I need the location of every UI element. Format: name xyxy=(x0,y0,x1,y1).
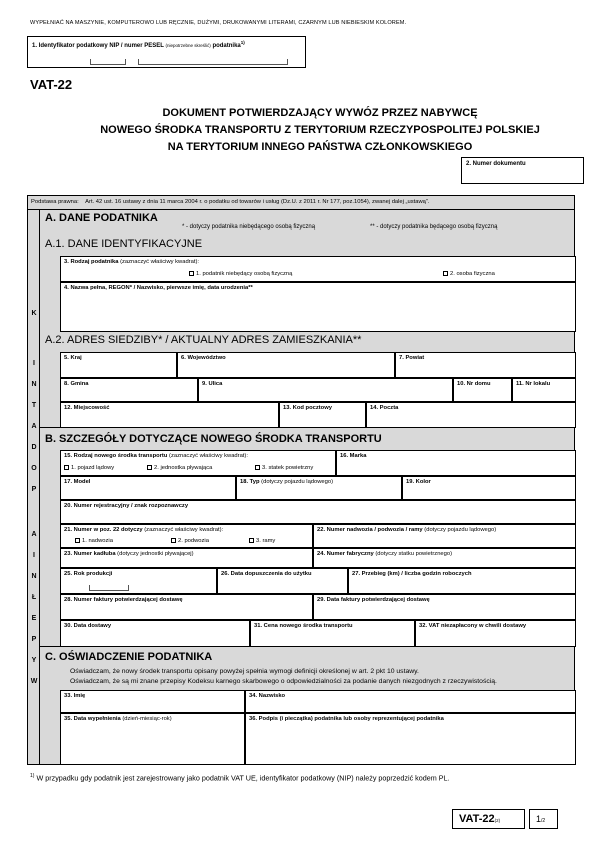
type-field[interactable]: 18. Typ (dotyczy pojazdu lądowego) xyxy=(236,476,402,500)
footnote: $^{1)}$ W przypadku gdy podatnik jest zarejestrowany jako podatnik VAT UE, identyfikator podatkowy (NIP) należy poprzedzić kodem PL. xyxy=(30,773,450,783)
voivodeship-field[interactable]: 6. Województwo xyxy=(177,352,395,378)
nip-label: 1. Identyfikator podatkowy NIP / numer PESEL (niepotrzebne skreślić) podatnika$^{1)}$ xyxy=(32,40,245,49)
section-a-title: A. DANE PODATNIKA xyxy=(45,212,158,224)
form-id: VAT-22 xyxy=(30,77,73,92)
price-field[interactable]: 31. Cena nowego środka transportu xyxy=(250,620,415,647)
year-dash-group xyxy=(89,585,129,591)
taxpayer-type-field[interactable]: 3. Rodzaj podatnika (zaznaczyć właściwy kwadrat): 1. podatnik niebędący osobą fizyczną 2. osoba fizyczna xyxy=(60,256,576,282)
checkbox-icon xyxy=(171,538,176,543)
page-title-line1: DOKUMENT POTWIERDZAJĄCY WYWÓZ PRZEZ NABYWCĘ xyxy=(162,107,478,119)
apartment-number-field[interactable]: 11. Nr lokalu xyxy=(512,378,576,402)
post-office-field[interactable]: 14. Poczta xyxy=(366,402,576,428)
section-a-note-left: * - dotyczy podatnika niebędącego osobą fizyczną xyxy=(182,224,316,230)
last-name-field[interactable]: 34. Nazwisko xyxy=(245,690,576,713)
checkbox-icon xyxy=(75,538,80,543)
production-year-field[interactable]: 25. Rok produkcji xyxy=(60,568,217,594)
vehicle-kind-option-1[interactable]: 1. pojazd lądowy xyxy=(64,465,114,471)
completion-date-field[interactable]: 35. Data wypełnienia (dzień-miesiąc-rok) xyxy=(60,713,245,765)
make-field[interactable]: 16. Marka xyxy=(336,450,576,476)
nip-dash-group xyxy=(138,59,288,65)
fill-instruction: WYPEŁNIAĆ NA MASZYNIE, KOMPUTEROWO LUB RĘCZNIE, DUŻYMI, DRUKOWANYMI LITERAMI, CZARNYM LUB NIEBIESKIM KOLOREM. xyxy=(30,20,407,26)
street-field[interactable]: 9. Ulica xyxy=(198,378,453,402)
taxpayer-type-option-2[interactable]: 2. osoba fizyczna xyxy=(443,271,495,277)
first-name-field[interactable]: 33. Imię xyxy=(60,690,245,713)
number-applies-option-3[interactable]: 3. ramy xyxy=(249,538,275,544)
city-field[interactable]: 12. Miejscowość xyxy=(60,402,279,428)
footer-form-id: VAT-22(2) xyxy=(452,809,525,829)
number-applies-field[interactable]: 21. Numer w poz. 22 dotyczy (zaznaczyć właściwy kwadrat): 1. nadwozia 2. podwozia 3. ramy xyxy=(60,524,313,548)
nip-pesel-field[interactable] xyxy=(27,36,306,68)
district-field[interactable]: 7. Powiat xyxy=(395,352,576,378)
signature-field[interactable]: 36. Podpis (i pieczątka) podatnika lub osoby reprezentującej podatnika xyxy=(245,713,576,765)
statement-1: Oświadczam, że nowy środek transportu opisany powyżej spełnia wymogi definicji określonej w art. 2 pkt 10 ustawy. xyxy=(70,668,419,675)
taxpayer-name-field[interactable]: 4. Nazwa pełna, REGON* / Nazwisko, pierwsze imię, data urodzenia** xyxy=(60,282,576,332)
color-field[interactable]: 19. Kolor xyxy=(402,476,576,500)
checkbox-icon xyxy=(249,538,254,543)
hull-number-field[interactable]: 23. Numer kadłuba (dotyczy jednostki pływającej) xyxy=(60,548,313,568)
vehicle-kind-option-2[interactable]: 2. jednostka pływająca xyxy=(147,465,212,471)
vehicle-kind-field[interactable]: 15. Rodzaj nowego środka transportu (zaznaczyć właściwy kwadrat): 1. pojazd lądowy 2. jednostka pływająca 3. statek powietrzny xyxy=(60,450,336,476)
number-applies-option-2[interactable]: 2. podwozia xyxy=(171,538,209,544)
checkbox-icon xyxy=(147,465,152,470)
checkbox-icon xyxy=(255,465,260,470)
section-a xyxy=(39,210,575,428)
factory-number-field[interactable]: 24. Numer fabryczny (dotyczy statku powietrznego) xyxy=(313,548,576,568)
delivery-date-field[interactable]: 30. Data dostawy xyxy=(60,620,250,647)
taxpayer-type-option-1[interactable]: 1. podatnik niebędący osobą fizyczną xyxy=(189,271,292,277)
invoice-number-field[interactable]: 28. Numer faktury potwierdzającej dostawę xyxy=(60,594,313,620)
house-number-field[interactable]: 10. Nr domu xyxy=(453,378,512,402)
checkbox-icon xyxy=(189,271,194,276)
admission-date-field[interactable]: 26. Data dopuszczenia do użytku xyxy=(217,568,348,594)
body-chassis-number-field[interactable]: 22. Numer nadwozia / podwozia / ramy (dotyczy pojazdu lądowego) xyxy=(313,524,576,548)
number-applies-option-1[interactable]: 1. nadwozia xyxy=(75,538,113,544)
section-a2-title: A.2. ADRES SIEDZIBY* / AKTUALNY ADRES ZAMIESZKANIA** xyxy=(45,334,362,346)
checkbox-icon xyxy=(443,271,448,276)
section-c-title: C. OŚWIADCZENIE PODATNIKA xyxy=(45,651,213,663)
page-number: 1/2 xyxy=(529,809,558,829)
section-b-title: B. SZCZEGÓŁY DOTYCZĄCE NOWEGO ŚRODKA TRANSPORTU xyxy=(45,433,382,445)
country-field[interactable]: 5. Kraj xyxy=(60,352,177,378)
invoice-date-field[interactable]: 29. Data faktury potwierdzającej dostawę xyxy=(313,594,576,620)
page-title-line2: NOWEGO ŚRODKA TRANSPORTU Z TERYTORIUM RZECZYPOSPOLITEJ POLSKIEJ xyxy=(100,124,540,136)
document-number-field[interactable]: 2. Numer dokumentu xyxy=(461,157,584,184)
legal-basis: Podstawa prawna: Art. 42 ust. 16 ustawy z dnia 11 marca 2004 r. o podatku od towarów i usług (Dz.U. z 2011 r. Nr 177, poz.1054), zwanej dalej „ustawą”. xyxy=(27,195,575,210)
unpaid-vat-field[interactable]: 32. VAT niezapłacony w chwili dostawy xyxy=(415,620,576,647)
commune-field[interactable]: 8. Gmina xyxy=(60,378,198,402)
checkbox-icon xyxy=(64,465,69,470)
section-b xyxy=(39,428,575,647)
section-a-note-right: ** - dotyczy podatnika będącego osobą fizyczną xyxy=(370,224,498,230)
postal-code-field[interactable]: 13. Kod pocztowy xyxy=(279,402,366,428)
vehicle-kind-option-3[interactable]: 3. statek powietrzny xyxy=(255,465,313,471)
sidebar-taxpayer-fills: W Y P E Ł N I A P O D A T N I K xyxy=(27,210,39,765)
section-c xyxy=(39,647,575,765)
nip-dash-group xyxy=(90,59,126,65)
mileage-field[interactable]: 27. Przebieg (km) / liczba godzin roboczych xyxy=(348,568,576,594)
statement-2: Oświadczam, że są mi znane przepisy Kodeksu karnego skarbowego o odpowiedzialności za podanie danych niezgodnych z rzeczywistością. xyxy=(70,678,497,685)
page-title-line3: NA TERYTORIUM INNEGO PAŃSTWA CZŁONKOWSKIEGO xyxy=(167,141,473,153)
model-field[interactable]: 17. Model xyxy=(60,476,236,500)
section-a1-title: A.1. DANE IDENTYFIKACYJNE xyxy=(45,238,203,250)
registration-number-field[interactable]: 20. Numer rejestracyjny / znak rozpoznawczy xyxy=(60,500,576,524)
